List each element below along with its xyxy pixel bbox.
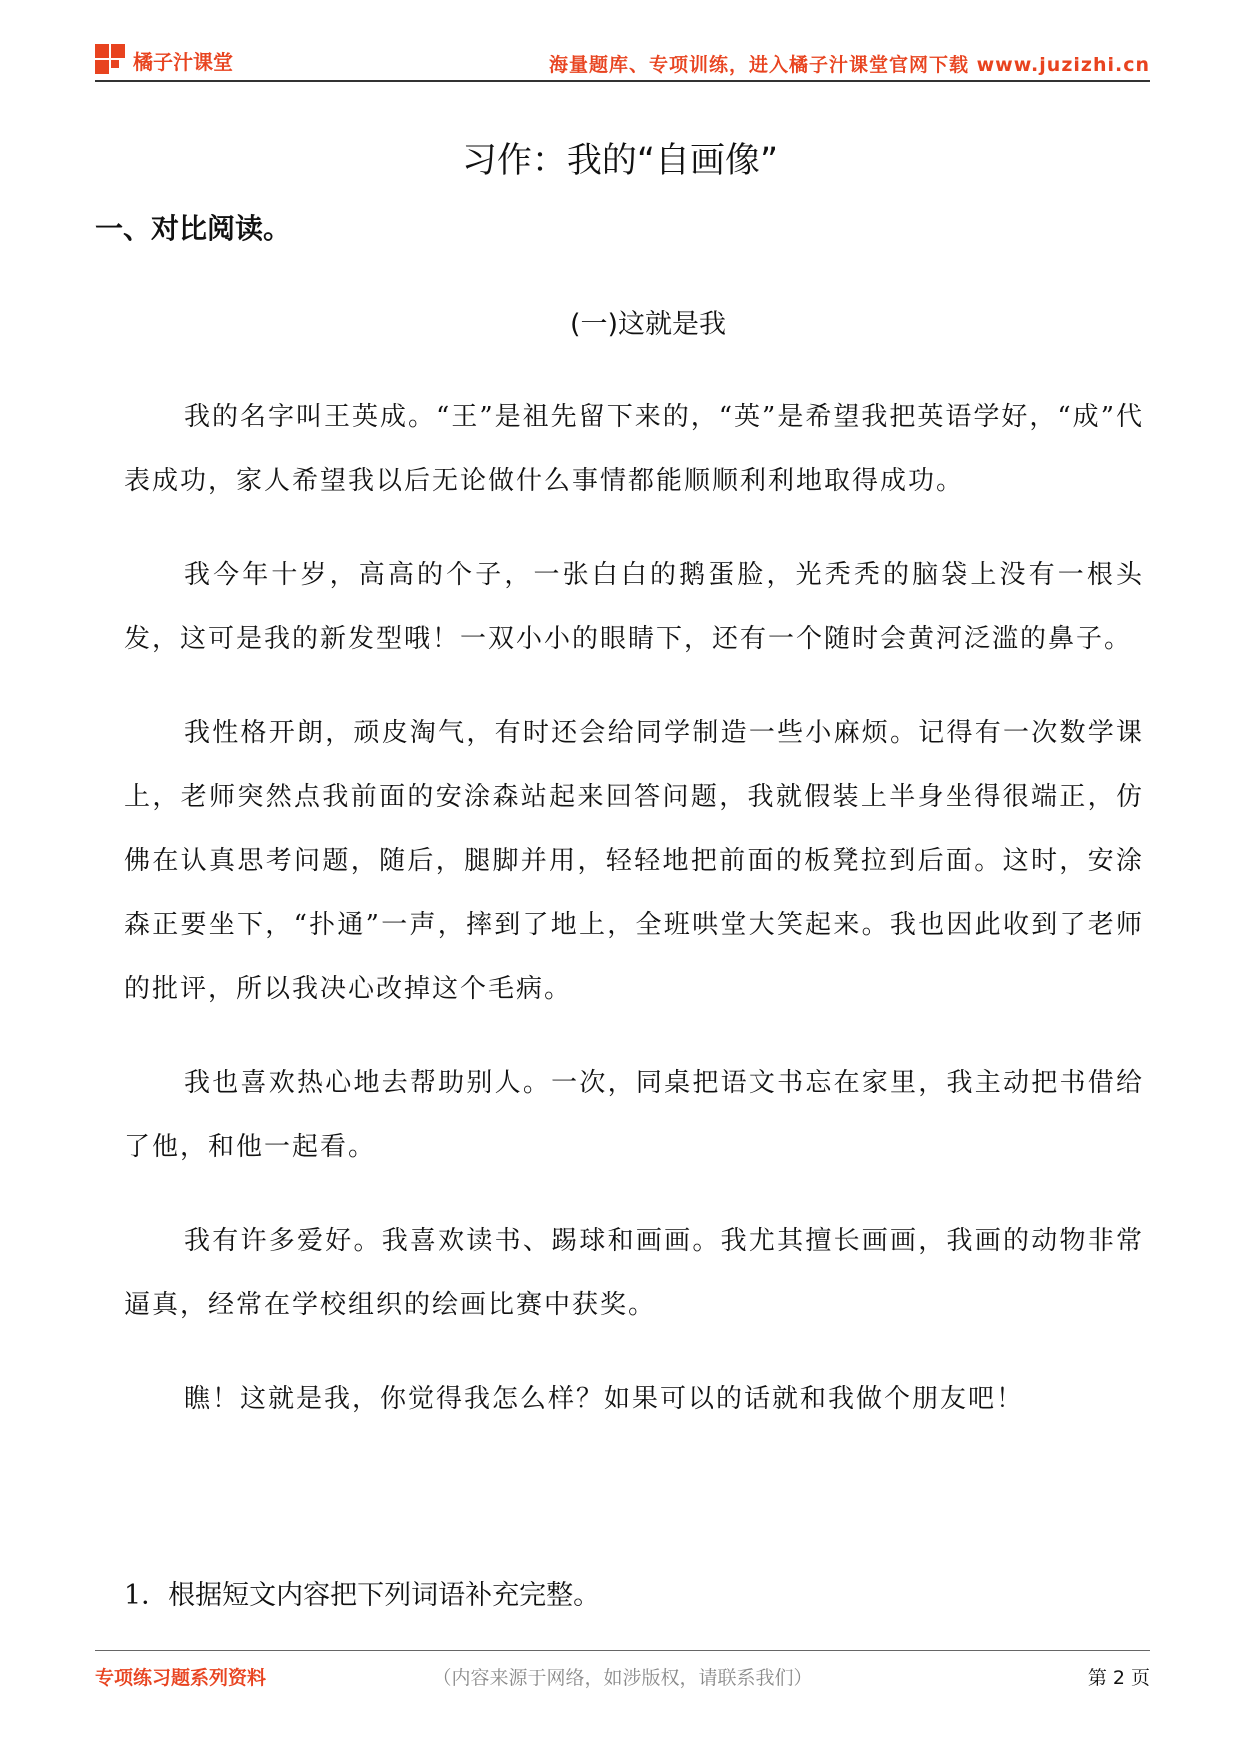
- story-title: (一)这就是我: [569, 309, 727, 340]
- paragraph: 我也喜欢热心地去帮助别人。一次，同桌把语文书忘在家里，我主动把书借给了他，和他一起看。: [124, 1068, 1144, 1162]
- paragraph: 我有许多爱好。我喜欢读书、踢球和画画。我尤其擅长画画，我画的动物非常逼真，经常在学校组织的绘画比赛中获奖。: [124, 1226, 1144, 1320]
- header-slogan: 海量题库、专项训练，进入橘子汁课堂官网下载 www.juzizhi.cn: [549, 54, 1150, 76]
- page-header: [95, 38, 1150, 82]
- paragraph: 我的名字叫王英成。“王”是祖先留下来的，“英”是希望我把英语学好，“成”代表成功，家人希望我以后无论做什么事情都能顺顺利利地取得成功。: [124, 402, 1144, 496]
- paragraph: 我今年十岁，高高的个子，一张白白的鹅蛋脸，光秃秃的脑袋上没有一根头发，这可是我的新发型哦！一双小小的眼睛下，还有一个随时会黄河泛滥的鼻子。: [124, 560, 1144, 654]
- paragraph: 我性格开朗，顽皮淘气，有时还会给同学制造一些小麻烦。记得有一次数学课上，老师突然点我前面的安涂森站起来回答问题，我就假装上半身坐得很端正，仿佛在认真思考问题，随后，腿脚并用，轻轻地把前面的板凳拉到后面。这时，安涂森正要坐下，“扑通”一声，摔到了地上，全班哄堂大笑起来。我也因此收到了老师的批评，所以我决心改掉这个毛病。: [124, 718, 1144, 1004]
- footer-copyright-note: （内容来源于网络，如涉版权，请联系我们）: [432, 1667, 813, 1689]
- brand-name: 橘子汁课堂: [133, 49, 233, 74]
- page-number: 第 2 页: [1087, 1667, 1150, 1689]
- footer-series-label: 专项练习题系列资料: [95, 1667, 267, 1689]
- brand-logo: [95, 44, 233, 76]
- article-body: [124, 385, 1144, 1461]
- paragraph: 瞧！这就是我，你觉得我怎么样？如果可以的话就和我做个朋友吧！: [184, 1384, 1025, 1414]
- section-heading: 一、对比阅读。: [95, 212, 292, 245]
- page-title: 习作：我的“自画像”: [461, 141, 779, 182]
- question-1: 1．根据短文内容把下列词语补充完整。: [124, 1580, 601, 1611]
- page-footer: [95, 1650, 1150, 1691]
- logo-squares-icon: [95, 44, 127, 76]
